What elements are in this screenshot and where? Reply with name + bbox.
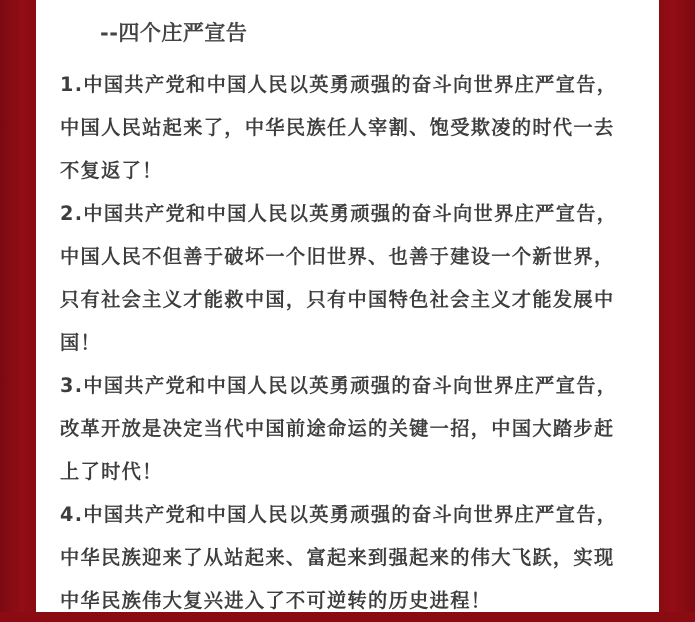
declaration-paragraph-4: 4.中国共产党和中国人民以英勇顽强的奋斗向世界庄严宣告，中华民族迎来了从站起来、富起来到强起来的伟大飞跃，实现中华民族伟大复兴进入了不可逆转的历史进程！ [60,503,618,612]
content-panel [36,0,659,612]
left-red-border [0,0,36,612]
section-title: --四个庄严宣告 [100,21,248,45]
declaration-paragraph-1: 1.中国共产党和中国人民以英勇顽强的奋斗向世界庄严宣告，中国人民站起来了，中华民族任人宰割、饱受欺凌的时代一去不复返了！ [60,73,618,182]
declaration-list [60,63,635,622]
declaration-paragraph-2: 2.中国共产党和中国人民以英勇顽强的奋斗向世界庄严宣告，中国人民不但善于破坏一个旧世界、也善于建设一个新世界，只有社会主义才能救中国，只有中国特色社会主义才能发展中国！ [60,202,618,354]
declaration-paragraph-3: 3.中国共产党和中国人民以英勇顽强的奋斗向世界庄严宣告，改革开放是决定当代中国前途命运的关键一招，中国大踏步赶上了时代！ [60,374,618,483]
right-red-border [659,0,695,612]
